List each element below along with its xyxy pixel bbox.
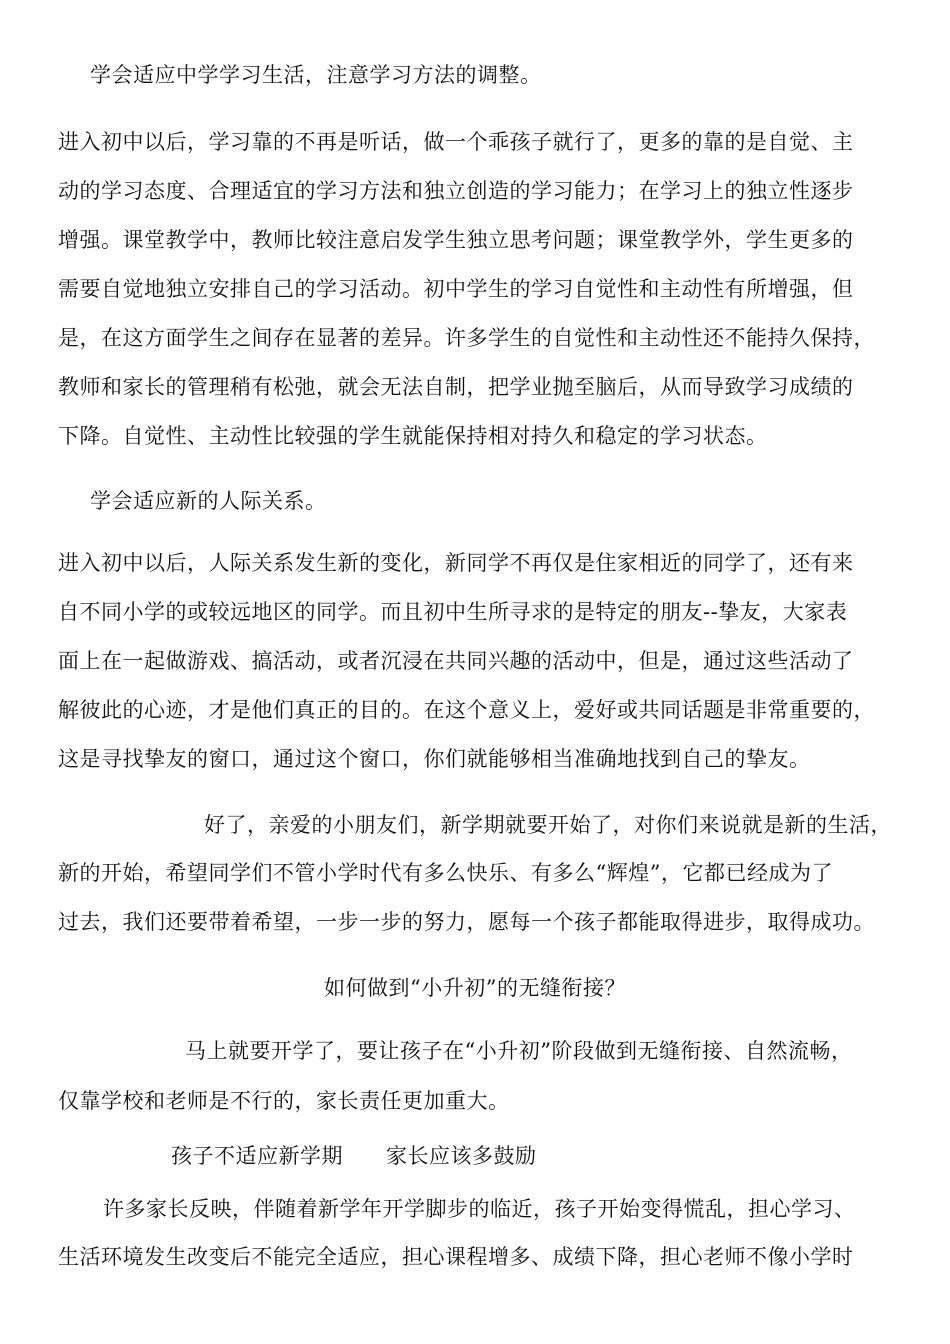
paragraph-line: 面上在一起做游戏、搞活动，或者沉浸在共同兴趣的活动中，但是，通过这些活动了 [58, 649, 854, 673]
paragraph-line: 自不同小学的或较远地区的同学。而且初中生所寻求的是特定的朋友--挚友，大家表 [58, 600, 848, 624]
paragraph-line: 下降。自觉性、主动性比较强的学生就能保持相对持久和稳定的学习状态。 [58, 424, 768, 448]
paragraph-line: 生活环境发生改变后不能完全适应，担心课程增多、成绩下降，担心老师不像小学时 [58, 1245, 854, 1269]
paragraph-line: 解彼此的心迹，才是他们真正的目的。在这个意义上，爱好或共同话题是非常重要的， [58, 698, 875, 722]
paragraph-line: 过去，我们还要带着希望，一步一步的努力，愿每一个孩子都能取得进步，取得成功。 [58, 910, 875, 934]
paragraph-line: 马上就要开学了，要让孩子在“小升初”阶段做到无缝衔接、自然流畅， [185, 1039, 853, 1063]
heading-relationships: 学会适应新的人际关系。 [90, 489, 327, 513]
subheading: 孩子不适应新学期 家长应该多鼓励 [171, 1144, 537, 1168]
paragraph-line: 动的学习态度、合理适宜的学习方法和独立创造的学习能力；在学习上的独立性逐步 [58, 179, 854, 203]
paragraph-line: 好了，亲爱的小朋友们，新学期就要开始了，对你们来说就是新的生活， [204, 813, 892, 837]
paragraph-line: 增强。课堂教学中，教师比较注意启发学生独立思考问题；课堂教学外，学生更多的 [58, 228, 854, 252]
paragraph-line: 许多家长反映，伴随着新学年开学脚步的临近，孩子开始变得慌乱，担心学习、 [103, 1197, 856, 1221]
section-title: 如何做到“小升初”的无缝衔接？ [324, 976, 626, 1000]
paragraph-line: 这是寻找挚友的窗口，通过这个窗口，你们就能够相当准确地找到自己的挚友。 [58, 747, 811, 771]
paragraph-line: 仅靠学校和老师是不行的，家长责任更加重大。 [58, 1089, 510, 1113]
paragraph-line: 进入初中以后，学习靠的不再是听话，做一个乖孩子就行了，更多的靠的是自觉、主 [58, 130, 854, 154]
heading-study-adaptation: 学会适应中学学习生活，注意学习方法的调整。 [90, 63, 542, 87]
paragraph-line: 进入初中以后，人际关系发生新的变化，新同学不再仅是住家相近的同学了，还有来 [58, 551, 854, 575]
paragraph-line: 教师和家长的管理稍有松弛，就会无法自制，把学业抛至脑后，从而导致学习成绩的 [58, 375, 854, 399]
paragraph-line: 是，在这方面学生之间存在显著的差异。许多学生的自觉性和主动性还不能持久保持， [58, 326, 875, 350]
paragraph-line: 需要自觉地独立安排自己的学习活动。初中学生的学习自觉性和主动性有所增强，但 [58, 277, 854, 301]
paragraph-line: 新的开始，希望同学们不管小学时代有多么快乐、有多么“辉煌”，它都已经成为了 [58, 861, 833, 885]
